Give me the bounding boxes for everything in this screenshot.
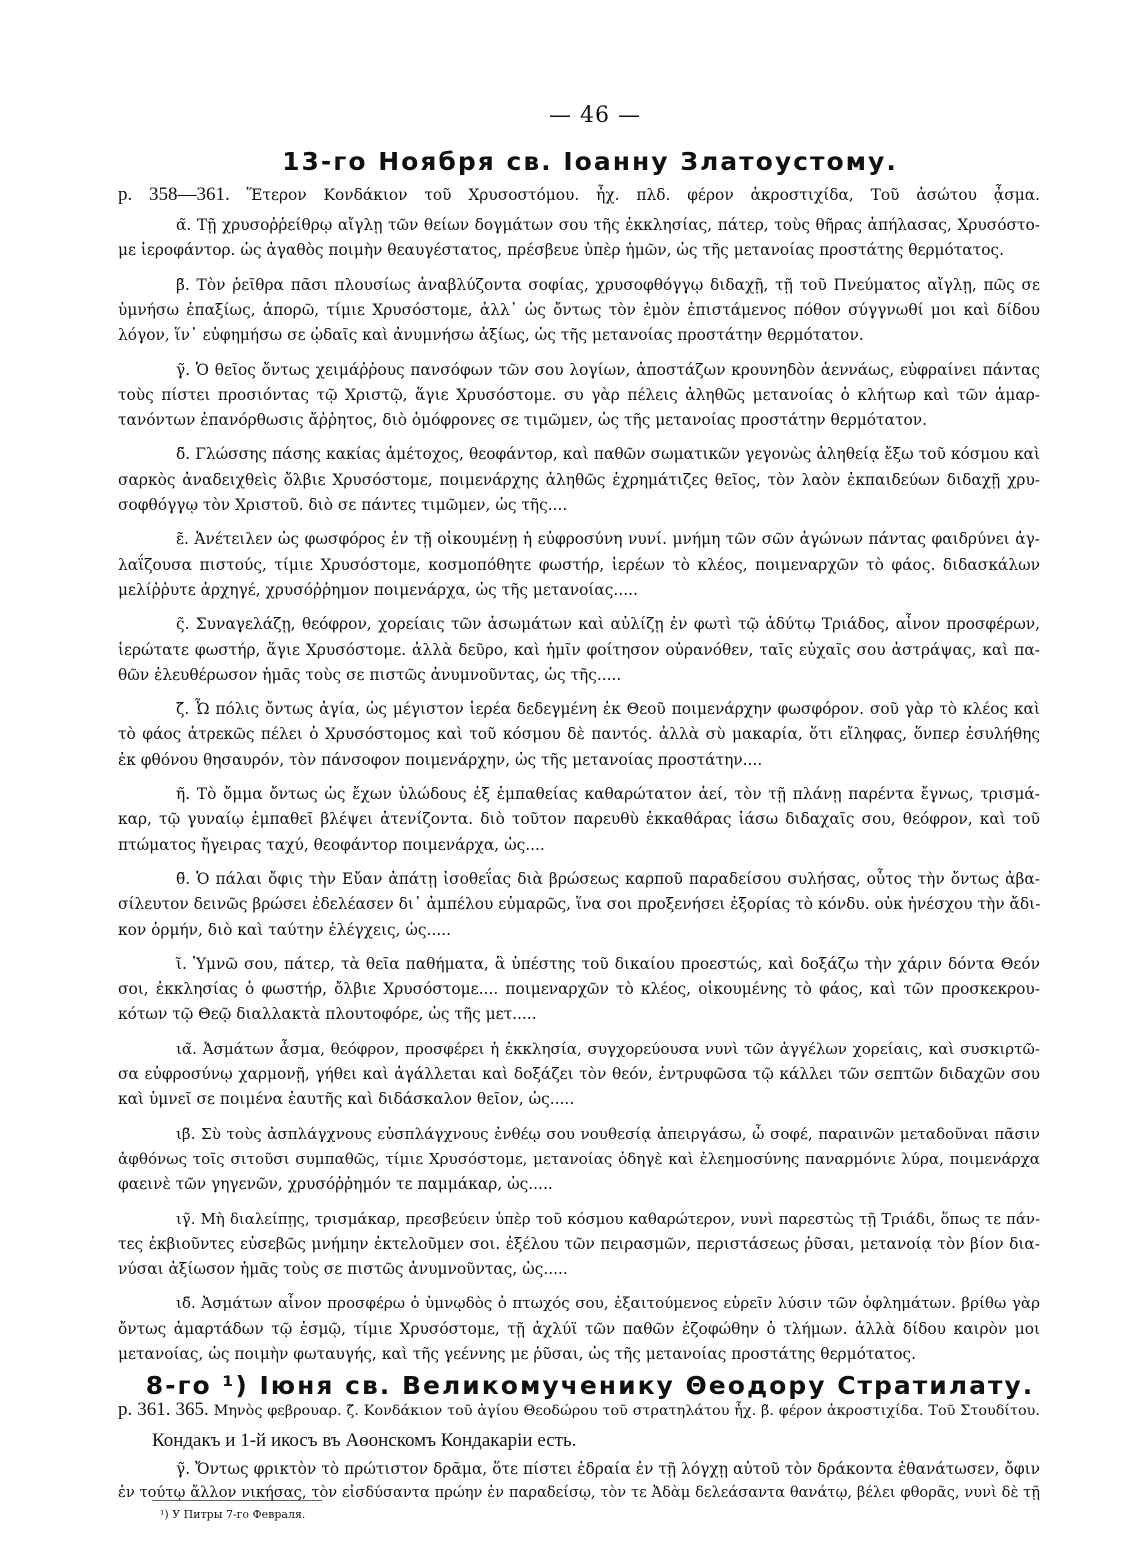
text-line: ζ̃. Ὦ πόλις ὄντως ἁγία, ὡς μέγιστον ἱερέα δεδεγμένη ἐκ Θεοῦ ποιμενάρχην φωσφόρον. σοῦ γὰρ τὸ κλέος καὶ [176,700,1040,719]
text-line: η̃. Τὸ ὄμμα ὄντως ὡς ἔχων ὑλώδους ἐξ ἐμπαθείας καθαρώτατον ἀεί, τὸν τῇ πλάνῃ παρέντα ἔγνως, τρισμά- [176,785,1040,803]
text-line: ἐν τούτῳ ἄλλον νικήσας, τὸν εἰσδύσαντα πρώην ἐν παραδείσῳ, τὸν τε Ἀδὰμ δελεάσαντα θανάτῳ, βέλει φθορᾶς, νυνὶ δὲ τῇ [118,1484,1040,1501]
text-line: λαΐζουσα πιστούς, τίμιε Χρυσόστομε, κοσμοπόθητε φωστήρ, ἱερέων τὸ κλέος, ποιμεναρχῶν τὸ φάος. διδασκάλων [118,555,1040,574]
page-number: — 46 — [549,103,641,128]
text-line: πτώματος ἤγειρας ταχύ, θεοφάντορ ποιμενάρχα, ὡς.... [118,835,545,854]
source-line-chrysostom [118,183,1040,207]
footnote: ¹) У Питры 7-го Февраля. [160,1508,306,1521]
source-reference: р. 358—361. [118,184,230,205]
text-line: καρ, τῷ γυναίῳ ἐμπαθεῖ βλέψει ἀτενίζοντα. διὸ τοῦτον παρευθὺ ἐκκαθάρας ἰάσω διδαχαῖς σου, θεόφρον, καὶ τοῦ [118,810,1040,829]
text-line: φαεινὲ τῶν γηγενῶν, χρυσόῤῥημόν τε παμμάκαρ, ὡς..... [118,1175,553,1194]
kondakarion-note: Кондакъ и 1-й икосъ въ Аѳонскомъ Кондакаріи есть. [152,1430,577,1451]
text-line: δ̃. Γλώσσης πάσης κακίας ἀμέτοχος, θεοφάντορ, καὶ παθῶν σωματικῶν γεγονὼς ἀληθείᾳ ἔξω τοῦ κόσμου καὶ [176,445,1040,464]
text-line: τανόντων ἐπανόρθωσις ἄῤῥητος, διὸ ὁμόφρονες σε τιμῶμεν, ὡς τῆς μετανοίας προστάτην θερμότατον. [118,411,927,430]
text-line: τὸ φάος ἀτρεκῶς πέλει ὁ Χρυσόστομος καὶ τοῦ κόσμου δὲ παντός. ἀλλὰ σὺ μακαρία, ὅτι εἴληφας, ὅνπερ ἐσυλήθης [118,725,1040,744]
text-line: κότων τῷ Θεῷ διαλλακτὰ πλουτοφόρε, ὡς τῆς μετ..... [118,1005,537,1024]
text-line: καὶ ὑμνεῖ σε ποιμένα ἑαυτῆς καὶ διδάσκαλον θεῖον, ὡς..... [118,1090,575,1109]
text-line: ια̃. Ἀσμάτων ἆσμα, θεόφρον, προσφέρει ἡ ἐκκλησία, συγχορεύουσα νυνὶ τῶν ἀγγέλων χορείαις, καὶ συσκιρτῶ- [176,1039,1040,1058]
text-line: ὄντως ἁμαρτάδων τῷ ἑσμῷ, τίμιε Χρυσόστομε, τῇ ἀχλύϊ τῶν παθῶν ἐζοφώθην ὁ τλήμων. ἀλλὰ δίδου καιρὸν μοι [118,1319,1040,1338]
text-line: α̃. Τῇ χρυσοῤῥείθρῳ αἴγλῃ τῶν θείων δογμάτων σου τῆς ἐκκλησίας, πάτερ, τοὺς θῆρας ἀπήλασας, Χρυσόστο- [176,216,1040,234]
section-heading-chrysostom: 13-го Ноября св. Іоанну Златоустому. [282,147,898,176]
text-line: σίλευτον δεινῶς βρώσει ἐδελέασεν δι᾽ ἀμπέλου εὐμαρῶς, ἵνα σοι προξενήσει ἐξορίας τὸ κόνδυ. οὐκ ἠνέσχου τὴν ἄδι- [118,895,1041,914]
text-line: νύσαι ἀξίωσον ἡμᾶς τοὺς σε πιστῶς ἀνυμνοῦντας, ὡς..... [118,1260,568,1279]
text-line: μελίῤῥυτε ἀρχηγέ, χρυσόῤῥημον ποιμενάρχα, ὡς τῆς μετανοίας..... [118,580,638,599]
text-line: β̃. Τὸν ῥεῖθρα πᾶσι πλουσίως ἀναβλύζοντα σοφίας, χρυσοφθόγγῳ διδαχῇ, τῇ τοῦ Πνεύματος αἴγλῃ, πῶς σε [176,275,1040,294]
text-line: κον ὁρμήν, διὸ καὶ ταύτην ἐλέγχεις, ὡς..... [118,920,452,939]
text-line: λόγον, ἵν᾽ εὐφημήσω σε ᾠδαῖς καὶ ἀνυμνήσω ἀξίως, ὡς τῆς μετανοίας προστάτην θερμότατον. [118,326,864,345]
text-line: σαρκὸς ἀναδειχθεὶς ὄλβιε Χρυσόστομε, ποιμενάρχης ἀληθῶς ἐχρημάτιζες θεῖος, τὸν λαὸν ἐκπαιδεύων διδαχῇ χρυ- [118,470,1040,489]
footnote-divider [152,1500,322,1501]
source-description: Μηνὸς φεβρουαρ. ζ̃. Κονδάκιον τοῦ ἁγίου Θεοδώρου τοῦ στρατηλάτου ἦχ. β̃. φέρον ἀκροστιχίδα. Τοῦ Στουδίτου. [213,1403,1040,1419]
text-line: ἀφθόνως τοῖς σιτοῦσι συμπαθῶς, τίμιε Χρυσόστομε, μετανοίας ὁδηγὲ καὶ ἐλεημοσύνης παναρμόνιε λύρα, ποιμενάρχα [118,1149,1040,1168]
text-line: σοι, ἐκκλησίας ὁ φωστήρ, ὄλβιε Χρυσόστομε.... ποιμεναρχῶν τὸ κλέος, οἰκουμένης τὸ φάος, καὶ τῶν προσκεκρου- [118,980,1040,999]
source-description: Ἕτερον Κονδάκιον τοῦ Χρυσοστόμου. ἦχ. πλδ. φέρον ἀκροστιχίδα, Τοῦ ἀσώτου ᾆσμα. [246,186,1040,204]
text-line: ἐκ φθόνου θησαυρόν, τὸν πάνσοφον ποιμενάρχην, ὡς τῆς μετανοίας προστάτην.... [118,750,763,769]
text-line: τες ἐκβιοῦντες εὐσεβῶς μνήμην ἐκτελοῦμεν σοι. ἐξέλου τῶν πειρασμῶν, περιστάσεως ῥῦσαι, μετανοίᾳ τὸν βίον δια- [118,1234,1040,1253]
section-heading-theodore: 8-го ¹) Іюня св. Великомученику Θеодору Стратилату. [145,1371,1035,1400]
text-line: μετανοίας, ὡς ποιμὴν φωταυγής, καὶ τῆς γεέννης με ῥῦσαι, ὡς τῆς μετανοίας προστάτης θερμότατος. [118,1345,917,1363]
source-reference: р. 361. 365. [118,1399,209,1420]
text-line: ὑμνήσω ἐπαξίως, ἀπορῶ, τίμιε Χρυσόστομε, ἀλλ᾽ ὡς ὄντως τὸν ἐμὸν ἐπιστάμενος πόθον σύγγνωθί μοι καὶ δίδου [118,300,1040,319]
text-line: ι̃. Ὑμνῶ σου, πάτερ, τὰ θεῖα παθήματα, ἃ ὑπέστης τοῦ δικαίου προεστώς, καὶ δοξάζω τὴν χάριν δόντα Θεόν [176,954,1040,973]
text-line: ἱερώτατε φωστήρ, ἅγιε Χρυσόστομε. ἀλλὰ δεῦρο, καὶ ἡμῖν φοίτησον οὐρανόθεν, ταῖς εὐχαῖς σου ἀστράψας, καὶ πα- [118,640,1040,659]
source-line-theodore [118,1398,1040,1423]
text-line: με ἱεροφάντορ. ὡς ἀγαθὸς ποιμὴν θεαυγέστατος, πρέσβευε ὑπὲρ ἡμῶν, ὡς τῆς μετανοίας προστάτης θερμότατος. [118,241,1004,260]
text-line: ιδ̃. Ἀσμάτων αἶνον προσφέρω ὁ ὑμνῳδὸς ὁ πτωχός σου, ἐξαιτούμενος εὑρεῖν λύσιν τῶν ὀφλημάτων. βρίθω γὰρ [176,1294,1040,1313]
text-line: ιβ̃. Σὺ τοὺς ἀσπλάγχνους εὐσπλάγχνους ἐνθέῳ σου νουθεσίᾳ ἀπειργάσω, ὦ σοφέ, παραινῶν μεταδοῦναι πᾶσιν [176,1124,1040,1143]
text-line: ιγ̃. Μὴ διαλείπῃς, τρισμάκαρ, πρεσβεύειν ὑπὲρ τοῦ κόσμου καθαρώτερον, νυνὶ παρεστὼς τῇ Τριάδι, ὅπως τε πάν- [176,1209,1040,1228]
text-line: ς̃. Συναγελάζῃ, θεόφρον, χορείαις τῶν ἀσωμάτων καὶ αὐλίζῃ ἐν φωτὶ τῷ ἀδύτῳ Τριάδος, αἶνον προσφέρων, [176,615,1040,634]
text-line: θῶν ἐλευθέρωσον ἡμᾶς τοὺς σε πιστῶς ἀνυμνοῦντας, ὡς τῆς..... [118,665,622,684]
text-line: γ̃. Ὄντως φρικτὸν τὸ πρώτιστον δρᾶμα, ὅτε πίστει ἑδραία ἐν τῇ λόγχῃ αὐτοῦ τὸν δράκοντα ἐθανάτωσεν, ὄφιν [176,1460,1040,1478]
text-line: σοφθόγγῳ τὸν Χριστοῦ. διὸ σε πάντες τιμῶμεν, ὡς τῆς.... [118,496,568,514]
text-line: θ̃. Ὁ πάλαι ὄφις τὴν Εὔαν ἀπάτῃ ἰσοθεΐας διὰ βρώσεως καρποῦ παραδείσου συλήσας, οὗτος τὴν ὄντως ἀβα- [176,869,1040,888]
text-line: ε̃. Ἀνέτειλεν ὡς φωσφόρος ἐν τῇ οἰκουμένῃ ἡ εὐφροσύνη νυνί. μνήμη τῶν σῶν ἀγώνων πάντας φαιδρύνει ἀγ- [176,530,1040,549]
text-line: γ̃. Ὁ θεῖος ὄντως χειμάῤῥους πανσόφων τῶν σου λογίων, ἀποστάζων κρουνηδὸν ἀεννάως, εὐφραίνει πάντας [176,360,1040,379]
text-line: σα εὐφροσύνῳ χαρμονῇ, γήθει καὶ ἀγάλλεται καὶ δοξάζει τὸν θεόν, ἐντρυφῶσα τῷ κάλλει τῶν σεπτῶν διδαχῶν σου [118,1065,1040,1083]
text-line: τοὺς πίστει προσιόντας τῷ Χριστῷ, ἅγιε Χρυσόστομε. συ γὰρ πέλεις ἀληθῶς μετανοίας ὁ κλήτωρ καὶ τῶν ἁμαρ- [118,385,1040,404]
